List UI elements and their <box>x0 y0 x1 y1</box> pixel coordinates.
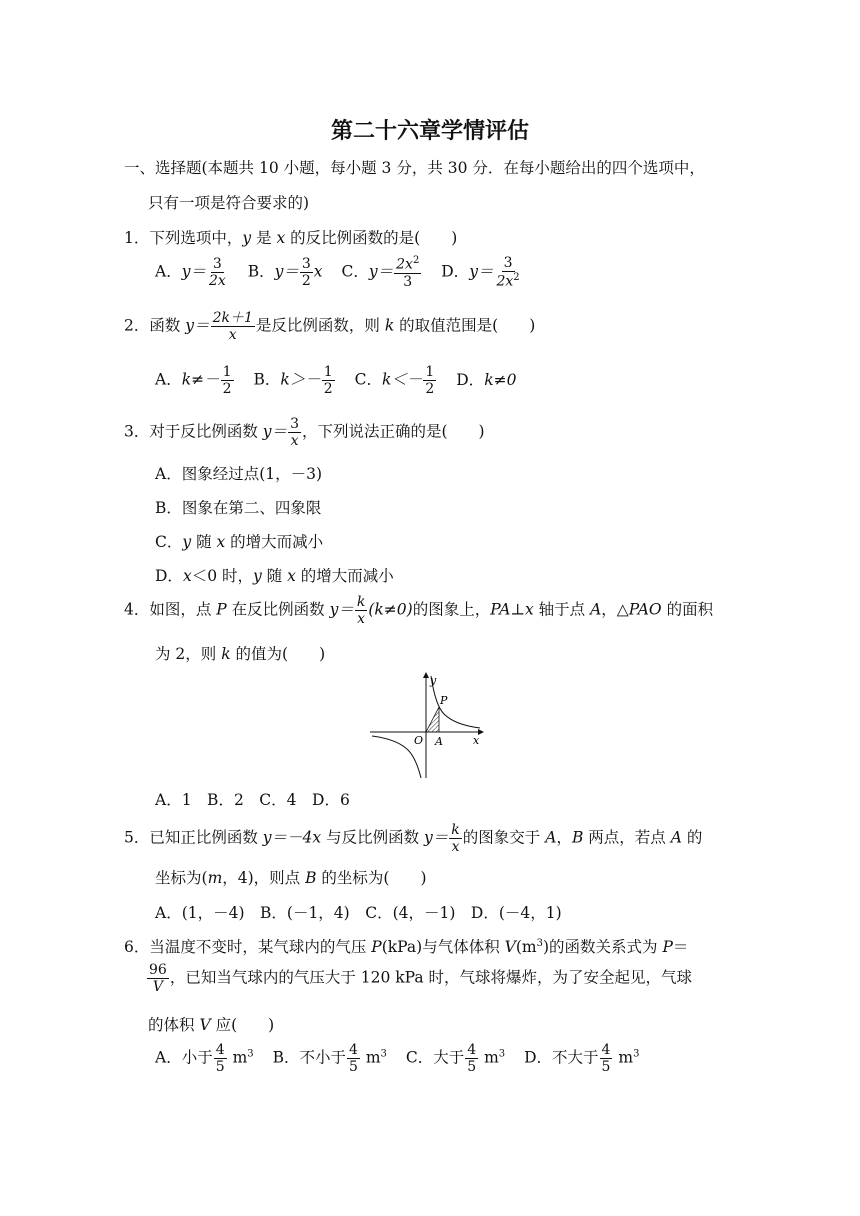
q5-stem: 5．已知正比例函数 y＝－4x 与反比例函数 y＝ $\frac{k}{x}$ 的图象交于 A，B 两点，若点 A 的 <box>124 822 703 856</box>
point-p-label: P <box>440 694 448 707</box>
y-axis-arrow <box>423 672 429 678</box>
q1-option-d: D．y＝ $\frac{3}{2x^2}$ <box>441 255 520 290</box>
q3-option-a: A．图象经过点(1，－3) <box>155 465 323 483</box>
q1-option-b: B．y＝ $\frac{3}{2}$ x <box>247 255 323 289</box>
q2-options <box>155 364 530 397</box>
q1-option-c: C．y＝ $\frac{2x^2}{3}$ <box>341 255 420 290</box>
q6-options <box>155 1042 653 1075</box>
x-axis-label: x <box>473 734 480 747</box>
q6-option-a: A．小于 $\frac{4}{5}$ $m^3$ <box>155 1042 254 1076</box>
origin-label: O <box>414 734 424 747</box>
q4-stem: 4．如图，点 P 在反比例函数 y＝ $\frac{k}{x}$ (k≠0)的图象上，PA⊥x 轴于点 A，△PAO 的面积 <box>124 594 714 628</box>
q6-option-c: C．大于 $\frac{4}{5}$ $m^3$ <box>405 1042 506 1076</box>
triangle-pao <box>426 707 439 732</box>
q2-option-d: D．k≠0 <box>456 370 517 389</box>
q5-options: A．(1，－4) B．(－1，4) C．(4，－1) D．(－4，1) <box>155 904 562 922</box>
q6-stem-line3: 的体积 V 应( ) <box>148 1016 275 1034</box>
q2-option-b: B．k＞－ $\frac{1}{2}$ <box>253 364 333 398</box>
q3-option-c: C．y 随 x 的增大而减小 <box>155 533 324 551</box>
page-title: 第二十六章学情评估 <box>330 119 529 144</box>
q2-option-c: C．k＜－ $\frac{1}{2}$ <box>354 364 435 398</box>
q2-stem: 2．函数 y＝ $\frac{2k+1}{x}$ 是反比例函数，则 k 的取值范围是( ) <box>124 310 536 344</box>
section-heading-line2: 只有一项是符合要求的) <box>148 194 310 212</box>
q4-options: A．1 B．2 C．4 D．6 <box>155 791 350 809</box>
q3-option-b: B．图象在第二、四象限 <box>155 499 322 517</box>
point-a-label: A <box>435 735 443 748</box>
q1-option-a: A．y＝ $\frac{3}{2x}$ <box>155 255 226 289</box>
q1-stem: 1．下列选项中，y 是 x 的反比例函数的是( ) <box>124 229 458 247</box>
y-axis-label: y <box>430 674 437 687</box>
section-heading-line1: 一、选择题(本题共 10 小题，每小题 3 分，共 30 分．在每小题给出的四个选项中， <box>124 159 705 177</box>
q6-option-d: D．不大于 $\frac{4}{5}$ $m^3$ <box>524 1042 640 1076</box>
q3-stem: 3．对于反比例函数 y＝ $\frac{3}{x}$ ，下列说法正确的是( ) <box>124 416 485 450</box>
q6-option-b: B．不小于 $\frac{4}{5}$ $m^3$ <box>272 1042 387 1076</box>
q4-hyperbola-figure <box>368 668 488 780</box>
q6-stem-line2: $\frac{96}{V}$ ，已知当气球内的气压大于 120 kPa 时，气球将爆炸，为了安全起见，气球 <box>149 962 693 996</box>
q5-stem-line2: 坐标为(m，4)，则点 B 的坐标为( ) <box>155 869 427 887</box>
q1-options <box>155 255 537 290</box>
q2-option-a: A．k≠－ $\frac{1}{2}$ <box>155 364 232 398</box>
q6-stem: 6．当温度不变时，某气球内的气压 P(kPa)与气体体积 $V(m^3)$的函数关系式为 P＝ <box>124 937 689 956</box>
q4-stem-line2: 为 2，则 k 的值为( ) <box>155 645 326 663</box>
q3-option-d: D．x＜0 时，y 随 x 的增大而减小 <box>155 567 394 585</box>
